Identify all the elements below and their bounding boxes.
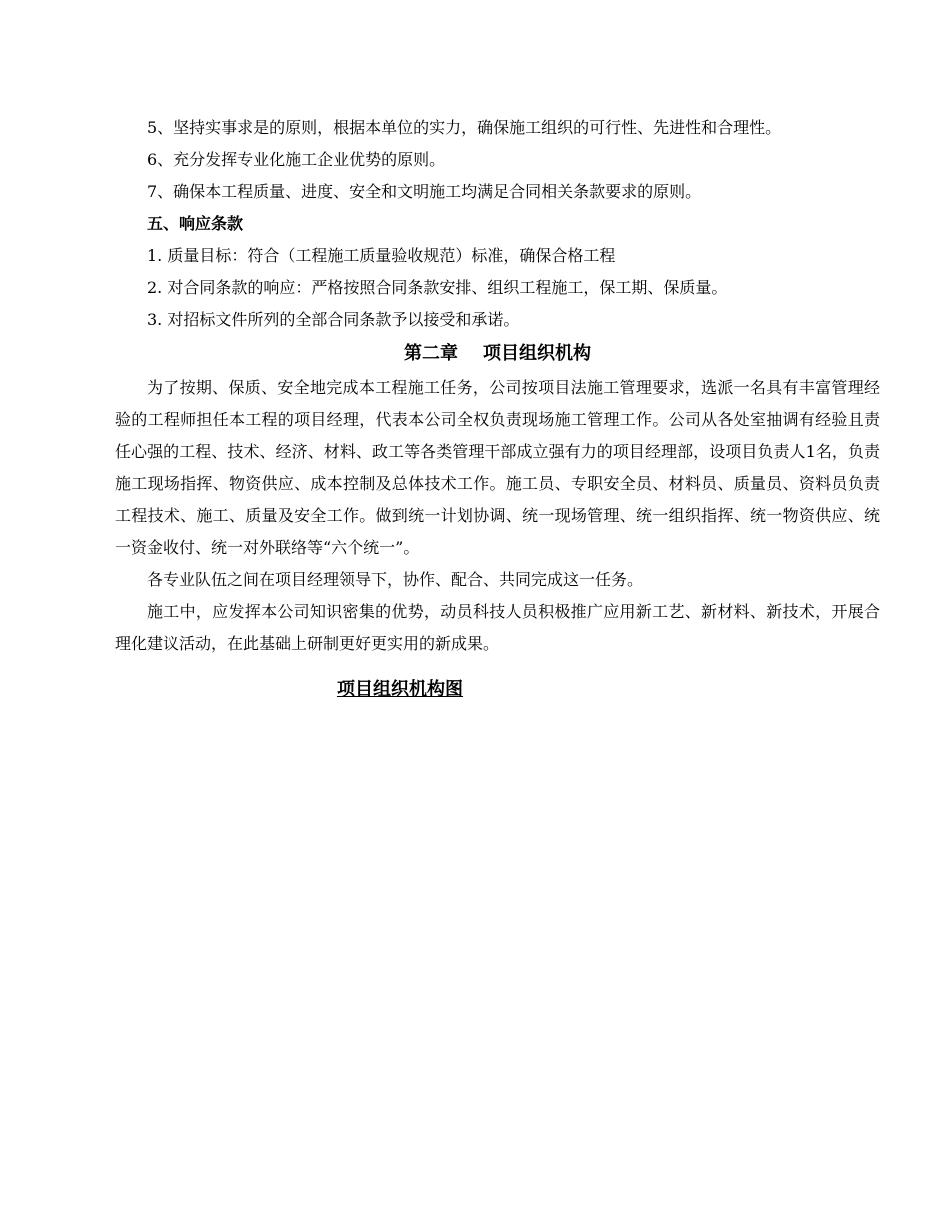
principle-5: 5、坚持实事求是的原则，根据本单位的实力，确保施工组织的可行性、先进性和合理性。	[147, 118, 782, 137]
section-heading-response-clauses: 五、响应条款	[147, 214, 244, 233]
response-item-2: 2. 对合同条款的响应：严格按照合同条款安排、组织工程施工，保工期、保质量。	[147, 278, 728, 297]
org-chart-title: 项目组织机构图	[337, 679, 463, 700]
chapter-paragraph-1: 为了按期、保质、安全地完成本工程施工任务，公司按项目法施工管理要求，选派一名具有丰富管理经验的工程师担任本工程的项目经理，代表本公司全权负责现场施工管理工作。公司从各处室抽调有经验且责任心强的工程、技术、经济、材料、政工等各类管理干部成立强有力的项目经理部，设项目负责人1名，负责施工现场指挥、物资供应、成本控制及总体技术工作。施工员、专职安全员、材料员、质量员、资料员负责工程技术、施工、质量及安全工作。做到统一计划协调、统一现场管理、统一组织指挥、统一物资供应、统一资金收付、统一对外联络等“六个统一”。	[115, 378, 880, 557]
response-item-3: 3. 对招标文件所列的全部合同条款予以接受和承诺。	[147, 310, 520, 329]
chapter-paragraph-3: 施工中，应发挥本公司知识密集的优势，动员科技人员积极推广应用新工艺、新材料、新技术，开展合理化建议活动，在此基础上研制更好更实用的新成果。	[115, 602, 880, 653]
document-page	[115, 112, 880, 660]
chapter-title: 第二章 项目组织机构	[403, 343, 592, 364]
principle-7: 7、确保本工程质量、进度、安全和文明施工均满足合同相关条款要求的原则。	[147, 182, 702, 201]
response-item-1: 1. 质量目标：符合（工程施工质量验收规范）标准，确保合格工程	[147, 246, 616, 265]
principle-6: 6、充分发挥专业化施工企业优势的原则。	[147, 150, 446, 169]
chapter-paragraph-2: 各专业队伍之间在项目经理领导下，协作、配合、共同完成这一任务。	[147, 570, 644, 589]
